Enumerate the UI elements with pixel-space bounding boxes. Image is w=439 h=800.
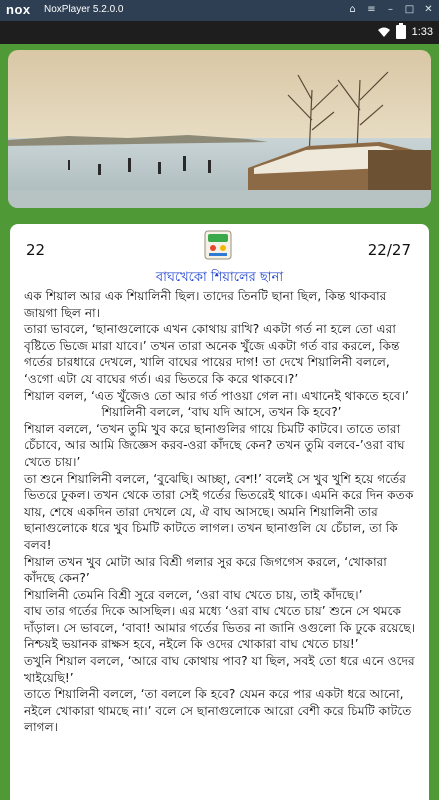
battery-icon — [396, 25, 406, 39]
story-paragraph: শিয়াল বললে, ‘তখন তুমি খুব করে ছানাগুলির গায়ে চিমটি কাটবে। তাতে তারা চেঁচাবে, আর আমি জিজ্ঞেস করব-ওরা কাঁদছে কেন? তখন তুমি বলবে-’ওরা বাঘ খেতে চায়।’ — [24, 421, 405, 469]
story-paragraph: তা শুনে শিয়ালিনী বললে, ‘বুঝেছি। আচ্ছা, বেশ!’ বলেই সে খুব খুশি হয়ে গর্তের ভিতরে ঢুকল। তখন থেকে তারা সেই গর্তের ভিতরেই থাকে। এমনি করে দিন কতক যায়, শেষে একদিন তারা দেখলে যে, ঐ বাঘ আসছে। অমনি শিয়ালিনী তার ছানাগুলোকে ধরে খুব চিমটি কাটতে লাগল। তখন ছানাগুলি যে চেঁচাল, তা কি বলব! — [24, 471, 414, 552]
nox-logo: nox — [6, 2, 31, 17]
wifi-icon — [378, 27, 390, 37]
winter-landscape-banner — [8, 50, 431, 208]
window-title: NoxPlayer 5.2.0.0 — [44, 4, 124, 15]
home-icon[interactable]: ⌂ — [349, 4, 356, 15]
story-page — [10, 224, 429, 800]
story-paragraph: শিয়ালিনী তেমনি বিশ্রী সুরে বললে, ‘ওরা বাঘ খেতে চায়, তাই কাঁদছে।’ — [24, 587, 363, 602]
story-paragraph: শিয়াল বলল, ‘এত খুঁজেও তো আর গর্ত পাওয়া গেল না। এখানেই থাকতে হবে।’ — [24, 388, 409, 403]
story-paragraph: শিয়াল তখন খুব মোটা আর বিশ্রী গলার সুর করে জিগগেস করলে, ‘খোকারা কাঁদছে কেন?’ — [24, 554, 387, 586]
clock: 1:33 — [411, 26, 433, 38]
story-paragraph: শিয়ালিনী বললে, ‘বাঘ যদি আসে, তখন কি হবে?’ — [101, 405, 342, 420]
story-paragraph: তখুনি শিয়াল বললে, ‘আরে বাঘ কোথায় পাব? যা ছিল, সবই তো ধরে এনে ওদের খাইয়েছি!’ — [24, 654, 415, 685]
page-number: 22 — [26, 241, 46, 259]
story-paragraph: তাতে শিয়ালিনী বললে, ‘তা বললে কি হবে? যেমন করে পার একটা ধরে আনো, নইলে খোকারা থামছে না।’ বলে সে ছানাগুলোকে আরো বেশী করে চিমটি কাটতে লাগল। — [24, 687, 412, 735]
story-text — [24, 288, 419, 736]
android-statusbar — [0, 21, 439, 44]
window-controls — [346, 2, 435, 17]
minimize-icon[interactable]: – — [388, 4, 393, 15]
maximize-icon[interactable]: □ — [404, 4, 415, 15]
page-count: 22/27 — [367, 241, 411, 259]
story-paragraph: এক শিয়াল আর এক শিয়ালিনী ছিল। তাদের তিনটি ছানা ছিল, কিন্ত থাকবার জায়গা ছিল না। — [24, 289, 387, 320]
story-title: বাঘখেকো শিয়ালের ছানা — [155, 270, 284, 285]
menu-icon[interactable]: ≡ — [367, 4, 376, 15]
close-icon[interactable]: ✕ — [424, 4, 433, 15]
story-paragraph: তারা ভাবলে, ‘ছানাগুলোকে এখন কোথায় রাখি? একটা গর্ত না হলে তো এরা বৃষ্টিতে ভিজে মারা যাবে।’ তখন তারা অনেক খুঁজে একটা গর্ত বার করলে, কিন্ত গর্তের চারধারে দেখলে, খালি বাঘের পায়ের দাগ! তা দেখে শিয়ালিনী বললে, ‘ওগো এটা যে বাঘের গর্ত। এর ভিতরে কি করে থাকবে।?’ — [24, 322, 400, 386]
window-titlebar — [0, 0, 439, 21]
story-paragraph: বাঘ তার গর্তের দিকে আসছিল। এর মধ্যে ‘ওরা বাঘ খেতে চায়’ শুনে সে থমকে দাঁড়াল। সে ভাবলে, ‘বাবা! আমার গর্তের ভিতর না জানি ওগুলো কি ঢুকে রয়েছে। নিশ্চয়ই ভয়ানক রাক্ষস হবে, নইলে কি ওদের খোকারা বাঘ খেতে চায়!’ — [24, 604, 416, 652]
book-app-icon[interactable] — [204, 230, 232, 260]
